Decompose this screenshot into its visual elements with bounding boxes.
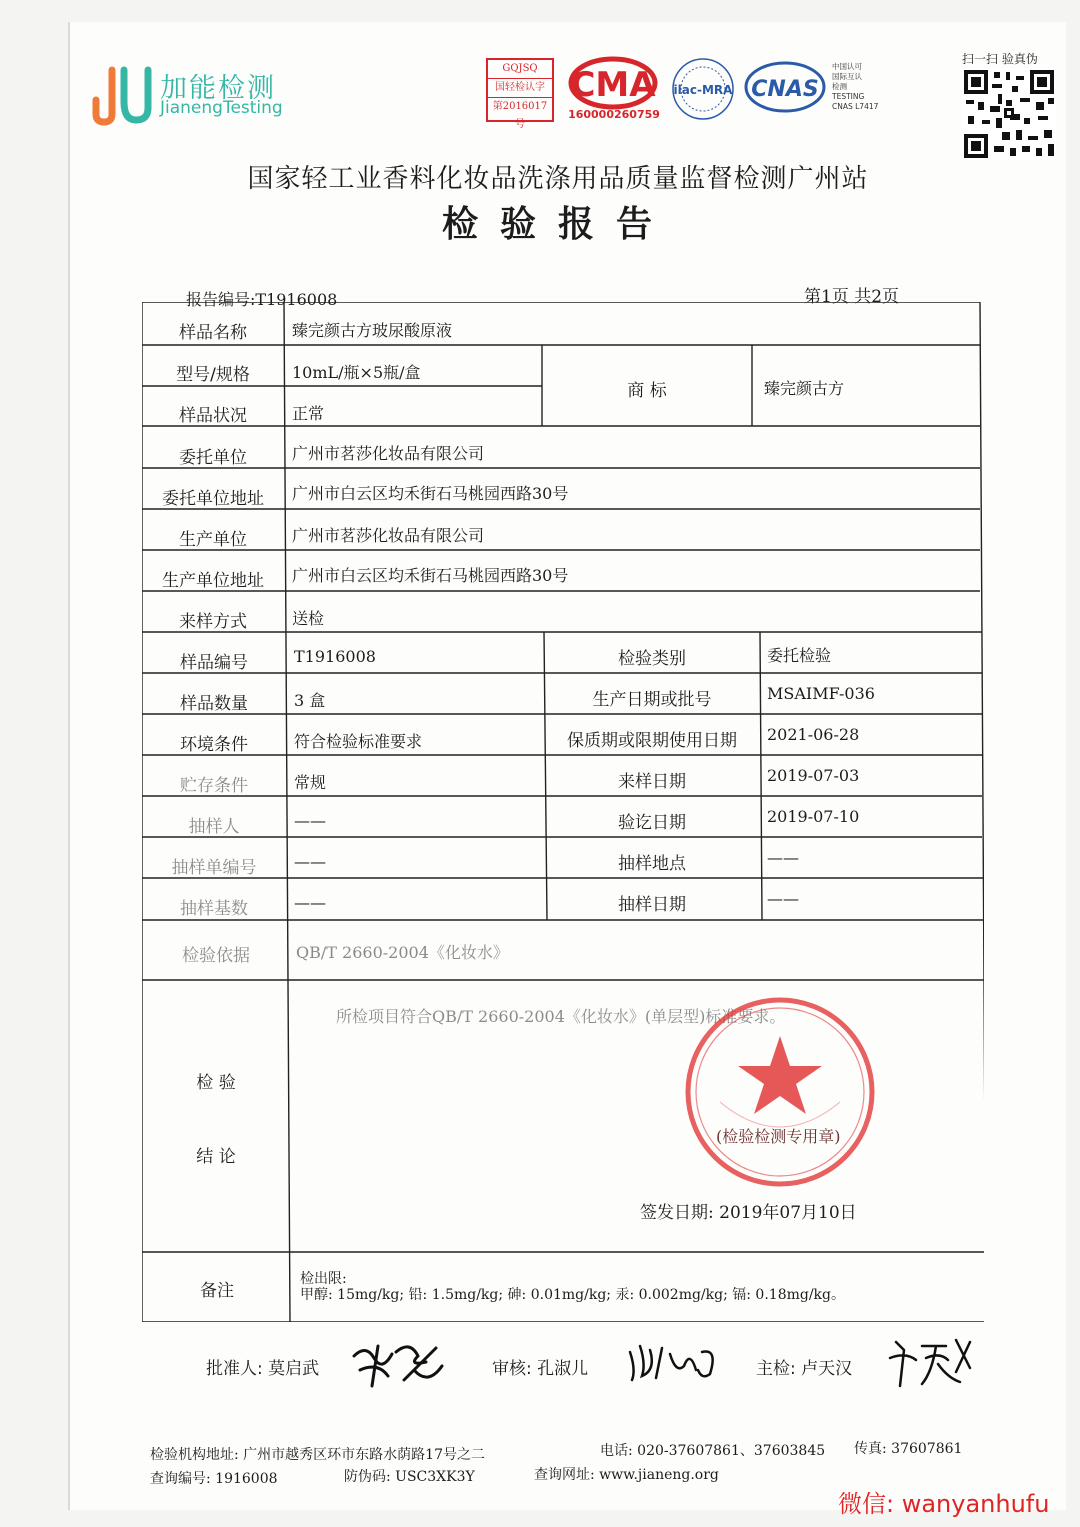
sample-qty-value: 3 盒 xyxy=(294,691,326,710)
cnas-logo-icon xyxy=(744,60,826,114)
sampling-base-label: 抽样基数 xyxy=(180,899,248,919)
shelf-life-value: 2021-06-28 xyxy=(767,725,860,744)
sampler-label: 抽样人 xyxy=(188,817,240,837)
inspector-signature-icon xyxy=(886,1332,974,1390)
gqjsq-seal xyxy=(486,58,554,130)
test-category-value: 委托检验 xyxy=(767,646,832,665)
sample-source-label: 来样方式 xyxy=(179,612,247,632)
storage-value: 常规 xyxy=(294,773,327,792)
scan-verify-label: 扫一扫 验真伪 xyxy=(962,52,1038,66)
trademark-value: 臻完颜古方 xyxy=(764,379,845,398)
client-address-value: 广州市白云区均禾街石马桃园西路30号 xyxy=(292,484,569,503)
cnas-side-line: 国际互认 xyxy=(832,72,862,81)
sampling-date-value: —— xyxy=(767,889,799,908)
approver-label: 批准人: 莫启武 xyxy=(206,1359,320,1379)
footer-anti-fake: 防伪码: USC3XK3Y xyxy=(344,1469,475,1485)
cnas-side-line: CNAS L7417 xyxy=(832,102,879,111)
conclusion-label-1: 检 验 xyxy=(196,1073,236,1093)
model-spec-label: 型号/规格 xyxy=(176,365,250,385)
sampling-base-value: —— xyxy=(294,893,326,912)
test-complete-date-label: 验讫日期 xyxy=(618,813,686,833)
stamp-label: (检验检测专用章) xyxy=(716,1127,841,1146)
client-value: 广州市茗莎化妆品有限公司 xyxy=(292,444,485,463)
ilac-mra-logo-icon xyxy=(668,56,738,122)
manufacturer-label: 生产单位 xyxy=(179,530,247,550)
client-address-label: 委托单位地址 xyxy=(162,489,264,509)
qr-code-icon[interactable] xyxy=(962,68,1056,160)
logo-chinese-name: 加能检测 xyxy=(160,73,276,104)
sampling-date-label: 抽样日期 xyxy=(618,895,686,915)
shelf-life-label: 保质期或限期使用日期 xyxy=(567,731,737,751)
environment-value: 符合检验标准要求 xyxy=(294,732,423,751)
footer-query-no: 查询编号: 1916008 xyxy=(150,1471,278,1487)
sample-no-value: T1916008 xyxy=(294,647,376,666)
storage-label: 贮存条件 xyxy=(180,776,248,796)
footer-phone: 电话: 020-37607861、37603845 xyxy=(600,1443,826,1459)
jianeng-logo-icon xyxy=(90,62,154,128)
manufacturer-address-label: 生产单位地址 xyxy=(162,571,264,591)
sample-status-value: 正常 xyxy=(292,404,325,423)
sample-no-label: 样品编号 xyxy=(180,653,248,673)
sampling-sheet-no-label: 抽样单编号 xyxy=(171,858,257,878)
received-date-value: 2019-07-03 xyxy=(767,766,860,785)
reviewer-label: 审核: 孔淑儿 xyxy=(492,1359,589,1379)
ilac-logo-text: ilac-MRA xyxy=(673,83,733,97)
sampling-place-value: —— xyxy=(767,848,799,867)
remarks-label: 备注 xyxy=(200,1281,234,1301)
footer-address: 检验机构地址: 广州市越秀区环市东路水荫路17号之二 xyxy=(150,1447,485,1463)
received-date-label: 来样日期 xyxy=(618,772,686,792)
footer-website[interactable]: 查询网址: www.jianeng.org xyxy=(534,1467,719,1483)
footer-fax: 传真: 37607861 xyxy=(854,1441,963,1457)
report-number: 报告编号:T1916008 xyxy=(186,290,338,309)
sampling-sheet-no-value: —— xyxy=(294,852,326,871)
cnas-side-line: 中国认可 xyxy=(832,62,862,71)
prod-date-value: MSAIMF-036 xyxy=(767,684,875,703)
cma-logo-text: CMA xyxy=(570,65,656,105)
issue-date: 签发日期: 2019年07月10日 xyxy=(640,1203,857,1223)
gq-line: 第2016017号 xyxy=(492,101,548,130)
manufacturer-value: 广州市茗莎化妆品有限公司 xyxy=(292,526,485,545)
sample-qty-label: 样品数量 xyxy=(180,694,248,714)
manufacturer-address-value: 广州市白云区均禾街石马桃园西路30号 xyxy=(292,566,569,585)
environment-label: 环境条件 xyxy=(180,735,248,755)
cnas-side-line: TESTING xyxy=(832,92,865,101)
gq-line: GQJSQ xyxy=(488,60,552,79)
logo-english-name: JianengTesting xyxy=(160,98,283,118)
conclusion-text: 所检项目符合QB/T 2660-2004《化妆水》(单层型)标准要求。 xyxy=(336,1007,786,1026)
sample-status-label: 样品状况 xyxy=(179,406,247,426)
sample-source-value: 送检 xyxy=(292,609,325,628)
cnas-side-text xyxy=(832,62,878,112)
conclusion-label-2: 结 论 xyxy=(196,1147,236,1167)
sampler-value: —— xyxy=(294,811,326,830)
sample-name-value: 臻完颜古方玻尿酸原液 xyxy=(292,321,453,340)
cma-number: 160000260759 xyxy=(568,108,660,121)
gq-line: 国轻检认字 xyxy=(488,79,552,98)
model-spec-value: 10mL/瓶×5瓶/盒 xyxy=(292,363,421,382)
organization-name: 国家轻工业香料化妆品洗涤用品质量监督检测广州站 xyxy=(247,164,869,194)
sampling-place-label: 抽样地点 xyxy=(618,854,686,874)
reviewer-signature-icon xyxy=(626,1340,722,1384)
basis-value: QB/T 2660-2004《化妆水》 xyxy=(296,943,509,962)
wechat-watermark: 微信: wanyanhufu xyxy=(838,1490,1050,1518)
inspector-label: 主检: 卢天汉 xyxy=(756,1359,853,1379)
client-label: 委托单位 xyxy=(179,448,247,468)
prod-date-label: 生产日期或批号 xyxy=(592,690,712,710)
document-title: 检验报告 xyxy=(441,204,674,245)
cnas-logo-text: CNAS xyxy=(751,77,819,102)
test-category-label: 检验类别 xyxy=(618,649,686,669)
sample-name-label: 样品名称 xyxy=(179,323,247,343)
cnas-side-line: 检测 xyxy=(832,82,847,91)
basis-label: 检验依据 xyxy=(182,946,250,966)
inspection-stamp-icon xyxy=(680,992,880,1192)
remarks-line-1: 检出限: xyxy=(300,1271,347,1287)
trademark-label: 商 标 xyxy=(627,381,667,401)
remarks-line-2: 甲醇: 15mg/kg; 铅: 1.5mg/kg; 砷: 0.01mg/kg; 汞: 0.002mg/kg; 镉: 0.18mg/kg。 xyxy=(300,1287,846,1303)
page-info: 第1页 共2页 xyxy=(804,287,900,307)
approver-signature-icon xyxy=(348,1336,448,1392)
test-complete-date-value: 2019-07-10 xyxy=(767,807,860,826)
